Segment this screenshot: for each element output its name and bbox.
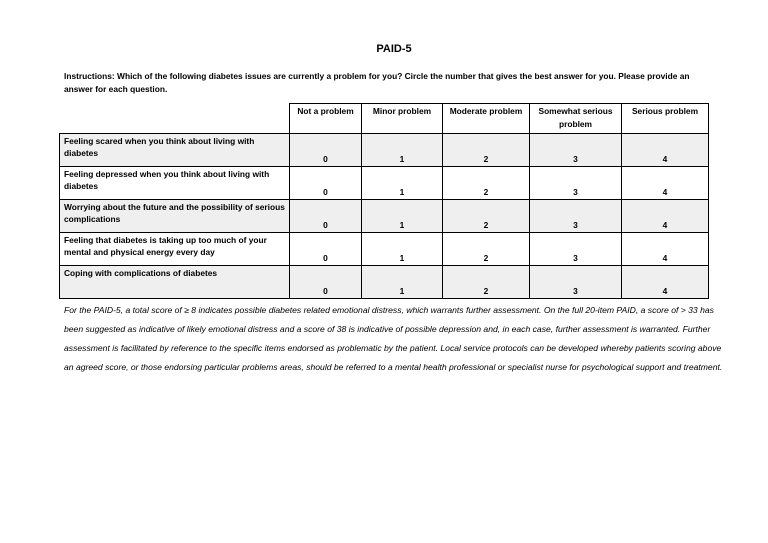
header-not-a-problem: Not a problem xyxy=(290,104,362,134)
score-option[interactable]: 2 xyxy=(443,233,530,266)
score-option[interactable]: 0 xyxy=(290,167,362,200)
score-option[interactable]: 2 xyxy=(443,266,530,299)
score-option[interactable]: 4 xyxy=(622,233,709,266)
score-option[interactable]: 4 xyxy=(622,134,709,167)
item-label: Coping with complications of diabetes xyxy=(60,266,290,299)
score-option[interactable]: 1 xyxy=(362,266,443,299)
score-option[interactable]: 2 xyxy=(443,167,530,200)
header-moderate-problem: Moderate problem xyxy=(443,104,530,134)
item-label: Feeling scared when you think about living with diabetes xyxy=(60,134,290,167)
item-label: Feeling depressed when you think about living with diabetes xyxy=(60,167,290,200)
page-title: PAID-5 xyxy=(376,43,412,55)
header-minor-problem: Minor problem xyxy=(362,104,443,134)
item-label: Feeling that diabetes is taking up too much of your mental and physical energy every day xyxy=(60,233,290,266)
header-blank-cell xyxy=(60,104,290,134)
score-option[interactable]: 1 xyxy=(362,233,443,266)
table-row xyxy=(60,266,709,299)
table-row xyxy=(60,233,709,266)
score-option[interactable]: 1 xyxy=(362,167,443,200)
score-option[interactable]: 4 xyxy=(622,266,709,299)
score-option[interactable]: 4 xyxy=(622,200,709,233)
score-option[interactable]: 1 xyxy=(362,134,443,167)
scoring-footnote: For the PAID-5, a total score of ≥ 8 indicates possible diabetes related emotional distress, which warrants further assessment. On the full 20-item PAID, a score of > 33 has been suggested as indicative of likely emotional distress and a score of 38 is indicative of possible depression and, in each case, further assessment is warranted. Further assessment is facilitated by reference to the specific items endorsed as problematic by the patient. Local service protocols can be developed whereby patients scoring above an agreed score, or those endorsing particular problems areas, should be referred to a mental health professional or specialist nurse for psychological support and treatment. xyxy=(64,305,723,372)
paid5-table xyxy=(59,103,709,299)
table-header-row xyxy=(60,104,709,134)
score-option[interactable]: 0 xyxy=(290,233,362,266)
header-somewhat-serious-problem: Somewhat serious problem xyxy=(530,104,622,134)
score-option[interactable]: 0 xyxy=(290,266,362,299)
table-row xyxy=(60,134,709,167)
table-row xyxy=(60,167,709,200)
score-option[interactable]: 3 xyxy=(530,266,622,299)
table-row xyxy=(60,200,709,233)
score-option[interactable]: 3 xyxy=(530,233,622,266)
score-option[interactable]: 1 xyxy=(362,200,443,233)
header-serious-problem: Serious problem xyxy=(622,104,709,134)
instructions-text: Instructions: Which of the following diabetes issues are currently a problem for you? Circle the number that gives the best answer for you. Please provide an answer for each question. xyxy=(64,71,690,94)
item-label: Worrying about the future and the possibility of serious complications xyxy=(60,200,290,233)
score-option[interactable]: 2 xyxy=(443,200,530,233)
score-option[interactable]: 0 xyxy=(290,200,362,233)
score-option[interactable]: 3 xyxy=(530,134,622,167)
score-option[interactable]: 3 xyxy=(530,167,622,200)
score-option[interactable]: 2 xyxy=(443,134,530,167)
score-option[interactable]: 0 xyxy=(290,134,362,167)
score-option[interactable]: 4 xyxy=(622,167,709,200)
score-option[interactable]: 3 xyxy=(530,200,622,233)
